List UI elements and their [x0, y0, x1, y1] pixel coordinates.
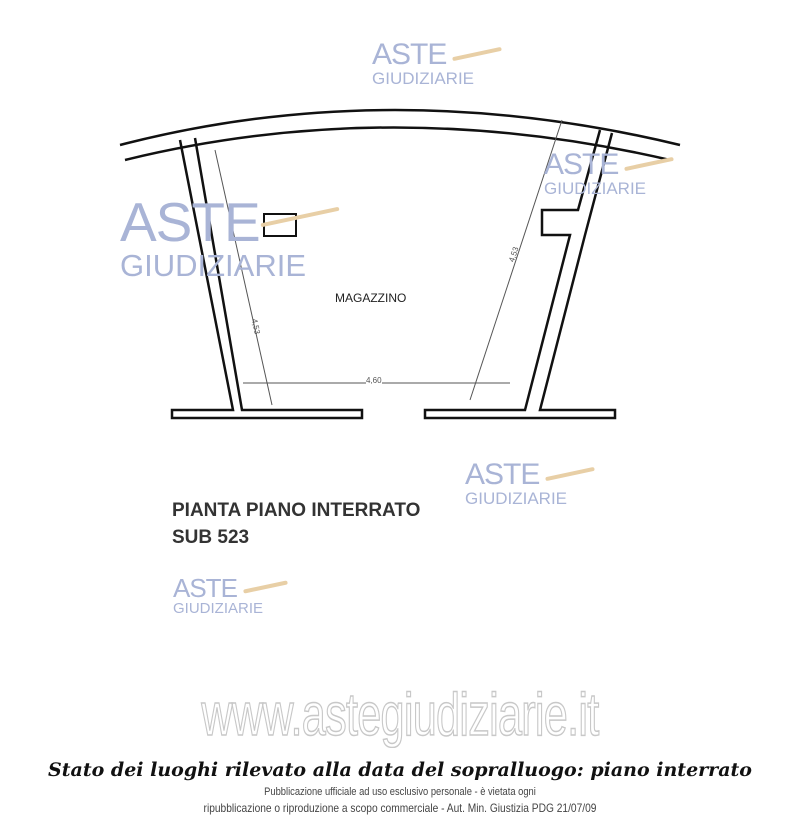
caption: Stato dei luoghi rilevato alla data del sopralluogo: piano interrato [48, 759, 752, 781]
watermark: ASTE GIUDIZIARIE [173, 575, 263, 616]
site-watermark: www.astegiudiziarie.it [201, 681, 599, 748]
legal-notice-line2: ripubblicazione o riproduzione a scopo commerciale - Aut. Min. Giustizia PDG 21/07/09 [203, 801, 597, 815]
watermark: ASTE GIUDIZIARIE [465, 460, 567, 507]
plan-subtitle: SUB 523 [172, 527, 250, 548]
room-label: MAGAZZINO [335, 291, 407, 305]
watermark: ASTE GIUDIZIARIE [372, 40, 474, 87]
dimension-right: 4,53 [507, 245, 521, 264]
watermark: ASTE GIUDIZIARIE [120, 195, 306, 281]
plan-title: PIANTA PIANO INTERRATO [172, 500, 421, 521]
dimension-width: 4,60 [366, 376, 382, 385]
watermark: ASTE GIUDIZIARIE [544, 150, 646, 197]
legal-notice-line1: Pubblicazione ufficiale ad uso esclusivo personale - è vietata ogni [264, 786, 536, 798]
dimension-left: 4,53 [249, 317, 262, 336]
